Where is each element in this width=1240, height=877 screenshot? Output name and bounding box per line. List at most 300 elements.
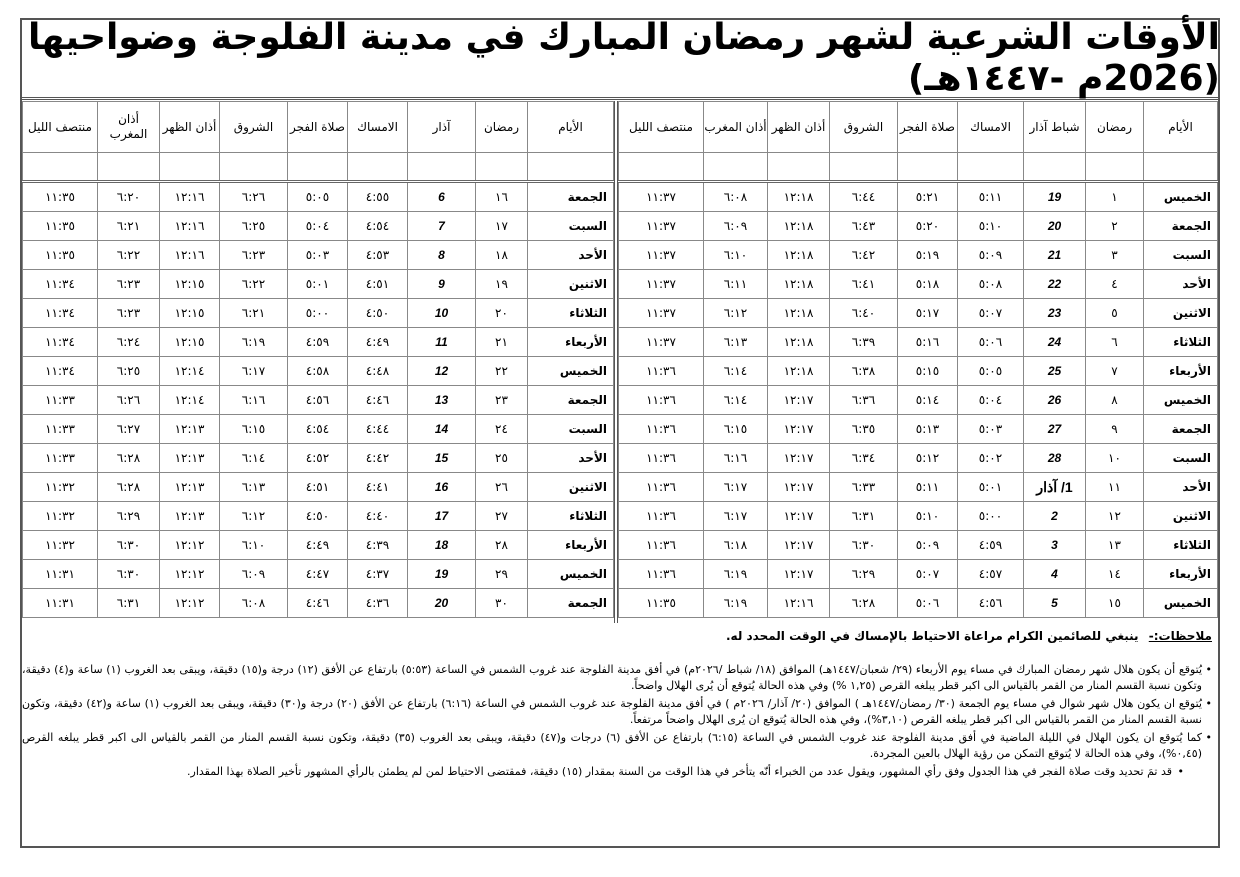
day-cell: الثلاثاء xyxy=(528,299,614,328)
table-row xyxy=(23,357,614,386)
table-cell: ٥:١٣ xyxy=(898,415,958,444)
table-cell: ٥:١١ xyxy=(958,182,1024,212)
table-row xyxy=(23,182,614,212)
spacer-cell xyxy=(1086,153,1144,182)
table-cell: ٥:٠٤ xyxy=(958,386,1024,415)
table-cell: ٤:٥٤ xyxy=(288,415,348,444)
notes-label: ملاحظات:- xyxy=(1148,629,1212,643)
table-cell: ١٧ xyxy=(476,212,528,241)
table-cell: ٦:٢٣ xyxy=(98,299,160,328)
gregorian-date-cell: 1/ آذار xyxy=(1024,473,1086,502)
table-cell: ٥:١٢ xyxy=(898,444,958,473)
table-cell: ١٢:١٣ xyxy=(160,444,220,473)
table-cell: ٥:٠٥ xyxy=(288,182,348,212)
gregorian-date-cell: 12 xyxy=(408,357,476,386)
table-cell: ٦:٢٣ xyxy=(220,241,288,270)
table-cell: ٦:٢٠ xyxy=(98,182,160,212)
table-cell: ٩ xyxy=(1086,415,1144,444)
table-cell: ١١:٣٣ xyxy=(23,386,98,415)
table-cell: ٢٥ xyxy=(476,444,528,473)
gregorian-date-cell: 11 xyxy=(408,328,476,357)
gregorian-date-cell: 21 xyxy=(1024,241,1086,270)
column-header: صلاة الفجر xyxy=(288,102,348,153)
table-cell: ٤:٥٠ xyxy=(288,502,348,531)
table-row xyxy=(619,241,1218,270)
gregorian-date-cell: 15 xyxy=(408,444,476,473)
gregorian-date-cell: 4 xyxy=(1024,560,1086,589)
table-cell: ٦:٢٩ xyxy=(830,560,898,589)
table-cell: ١٢:١٧ xyxy=(768,386,830,415)
column-header: الأيام xyxy=(1144,102,1218,153)
gregorian-date-cell: 5 xyxy=(1024,589,1086,618)
table-cell: ٦:٣٦ xyxy=(830,386,898,415)
notes-section xyxy=(22,628,1212,782)
table-cell: ٦:٢٦ xyxy=(98,386,160,415)
day-cell: السبت xyxy=(528,212,614,241)
table-cell: ٣ xyxy=(1086,241,1144,270)
table-cell: ١٢:١٨ xyxy=(768,182,830,212)
table-cell: ٥:٠١ xyxy=(288,270,348,299)
gregorian-date-cell: 18 xyxy=(408,531,476,560)
notes-intro: ينبغي للصائمين الكرام مراعاة الاحتياط بالإمساك في الوقت المحدد له. xyxy=(726,629,1139,643)
table-cell: ٤:٤٩ xyxy=(288,531,348,560)
table-cell: ٧ xyxy=(1086,357,1144,386)
note-item-2: • يُتوقع ان يكون هلال شهر شوال في مساء يوم الجمعة (٣٠/ رمضان/١٤٤٧هـ ) الموافق (٢٠/ آذار/ ٢٠٢٦م ) في أفق مدينة الفلوجة عند غروب الشمس في الساعة (٦:١٦) بارتفاع عن الأفق (٢٠) درجة و(٣٠) دقيقة، ويبقى بعد الغروب (١) ساعة و(٤٢) دقيقة، وتكون نسبة القسم المنار من القمر بالقياس الى اكبر قطر يبلغه القرص (٣,١٠%)، وفي هذه الحالة يُتوقع ان يُرى الهلال واضحاً مرتفعاً. xyxy=(22,696,1212,728)
day-cell: الثلاثاء xyxy=(528,502,614,531)
table-cell: ١٢:١٧ xyxy=(768,415,830,444)
table-cell: ٦:٣٨ xyxy=(830,357,898,386)
table-row xyxy=(619,212,1218,241)
table-cell: ٤:٥٣ xyxy=(348,241,408,270)
table-cell: ٦:٢٥ xyxy=(220,212,288,241)
table-cell: ٨ xyxy=(1086,386,1144,415)
spacer-cell xyxy=(160,153,220,182)
table-cell: ٦:١٢ xyxy=(220,502,288,531)
table-cell: ٦:٣١ xyxy=(830,502,898,531)
table-cell: ٦:٠٨ xyxy=(220,589,288,618)
gregorian-date-cell: 9 xyxy=(408,270,476,299)
table-row xyxy=(619,357,1218,386)
gregorian-date-cell: 14 xyxy=(408,415,476,444)
table-cell: ٤:٣٩ xyxy=(348,531,408,560)
table-row xyxy=(619,531,1218,560)
day-cell: الخميس xyxy=(528,357,614,386)
table-cell: ١٦ xyxy=(476,182,528,212)
spacer-cell xyxy=(1144,153,1218,182)
table-cell: ١١:٣٦ xyxy=(619,502,704,531)
column-header: شباط آذار xyxy=(1024,102,1086,153)
table-cell: ٢١ xyxy=(476,328,528,357)
spacer-cell xyxy=(528,153,614,182)
table-cell: ٦:٤٣ xyxy=(830,212,898,241)
day-cell: السبت xyxy=(528,415,614,444)
table-cell: ١١:٣٧ xyxy=(619,182,704,212)
table-row xyxy=(23,328,614,357)
table-cell: ٥:١٧ xyxy=(898,299,958,328)
table-cell: ١٢:١٧ xyxy=(768,444,830,473)
table-cell: ١٣ xyxy=(1086,531,1144,560)
table-cell: ١٢:١٨ xyxy=(768,328,830,357)
table-row xyxy=(23,212,614,241)
table-cell: ٥:٠٧ xyxy=(898,560,958,589)
table-cell: ٦:١٦ xyxy=(220,386,288,415)
table-cell: ٣٠ xyxy=(476,589,528,618)
gregorian-date-cell: 19 xyxy=(1024,182,1086,212)
table-cell: ٤:٥٢ xyxy=(288,444,348,473)
table-row xyxy=(23,531,614,560)
day-cell: الجمعة xyxy=(528,182,614,212)
gregorian-date-cell: 24 xyxy=(1024,328,1086,357)
day-cell: الاثنين xyxy=(528,473,614,502)
column-header: أذان الظهر xyxy=(768,102,830,153)
day-cell: الأحد xyxy=(528,241,614,270)
column-header: منتصف الليل xyxy=(23,102,98,153)
table-row xyxy=(619,560,1218,589)
table-row xyxy=(619,473,1218,502)
table-row xyxy=(23,386,614,415)
table-cell: ٤:٤٨ xyxy=(348,357,408,386)
table-cell: ١٢:١٨ xyxy=(768,241,830,270)
table-cell: ١٢:١٥ xyxy=(160,328,220,357)
table-cell: ٦:١٠ xyxy=(704,241,768,270)
table-cell: ١٢:١٣ xyxy=(160,473,220,502)
table-cell: ١٢:١٥ xyxy=(160,299,220,328)
gregorian-date-cell: 8 xyxy=(408,241,476,270)
table-cell: ١١:٣٣ xyxy=(23,415,98,444)
table-cell: ٥:٢٠ xyxy=(898,212,958,241)
table-row xyxy=(619,270,1218,299)
day-cell: الخميس xyxy=(1144,589,1218,618)
table-cell: ٢٧ xyxy=(476,502,528,531)
day-cell: الاثنين xyxy=(528,270,614,299)
table-cell: ٦:٣٠ xyxy=(830,531,898,560)
table-row xyxy=(23,270,614,299)
spacer-cell xyxy=(768,153,830,182)
table-cell: ٦:٤٤ xyxy=(830,182,898,212)
table-cell: ١١:٣١ xyxy=(23,560,98,589)
table-cell: ٤:٤٦ xyxy=(348,386,408,415)
table-cell: ٥:٠٣ xyxy=(288,241,348,270)
spacer-cell xyxy=(958,153,1024,182)
gregorian-date-cell: 13 xyxy=(408,386,476,415)
column-header: الشروق xyxy=(830,102,898,153)
table-cell: ٤ xyxy=(1086,270,1144,299)
table-cell: ٦:١٧ xyxy=(704,473,768,502)
gregorian-date-cell: 17 xyxy=(408,502,476,531)
table-cell: ١١:٣٦ xyxy=(619,415,704,444)
table-cell: ٤:٥١ xyxy=(288,473,348,502)
day-cell: الأربعاء xyxy=(528,328,614,357)
spacer-cell xyxy=(23,153,98,182)
table-cell: ٦:١٩ xyxy=(704,560,768,589)
table-cell: ١٢:١٣ xyxy=(160,502,220,531)
table-row xyxy=(619,299,1218,328)
table-cell: ٦:٢١ xyxy=(220,299,288,328)
table-cell: ٦:١٤ xyxy=(704,386,768,415)
table-cell: ٦:٣١ xyxy=(98,589,160,618)
spacer-cell xyxy=(830,153,898,182)
table-cell: ١٢:١٦ xyxy=(160,241,220,270)
table-cell: ٥:١٨ xyxy=(898,270,958,299)
column-header: أذان الظهر xyxy=(160,102,220,153)
table-cell: ٢٠ xyxy=(476,299,528,328)
table-cell: ٦:٠٩ xyxy=(704,212,768,241)
table-cell: ١١:٣٦ xyxy=(619,357,704,386)
table-cell: ٦:٢٢ xyxy=(98,241,160,270)
header-spacer-row xyxy=(619,153,1218,182)
note-item-3: • كما يُتوقع ان يكون الهلال في الليلة الماضية في أفق مدينة الفلوجة عند غروب الشمس في الساعة (٦:١٥) بارتفاع عن الأفق (٦) درجات و(٤٧) دقيقة، ويبقى بعد الغروب (٣٥) دقيقة، وتكون نسبة القسم المنار من القمر بالقياس الى اكبر قطر يبلغه القرص (٠,٤٥%)، وفي هذه الحالة لا يُتوقع التمكن من رؤية الهلال بالعين المجردة. xyxy=(22,730,1212,762)
table-cell: ٤:٥٤ xyxy=(348,212,408,241)
spacer-cell xyxy=(1024,153,1086,182)
table-cell: ١١:٣٤ xyxy=(23,270,98,299)
table-cell: ٥:٠٥ xyxy=(958,357,1024,386)
table-cell: ٦:١٤ xyxy=(704,357,768,386)
table-cell: ٦:٢١ xyxy=(98,212,160,241)
column-header: رمضان xyxy=(1086,102,1144,153)
gregorian-date-cell: 23 xyxy=(1024,299,1086,328)
table-cell: ٥:١١ xyxy=(898,473,958,502)
table-cell: ٥:٠٤ xyxy=(288,212,348,241)
table-cell: ١١:٣٥ xyxy=(619,589,704,618)
day-cell: الاثنين xyxy=(1144,502,1218,531)
table-cell: ٤:٥٠ xyxy=(348,299,408,328)
table-cell: ٤:٤٩ xyxy=(348,328,408,357)
table-row xyxy=(619,415,1218,444)
table-row xyxy=(23,444,614,473)
table-row xyxy=(23,299,614,328)
table-cell: ١٢:١٢ xyxy=(160,531,220,560)
table-cell: ٢٦ xyxy=(476,473,528,502)
table-cell: ٦:٢٨ xyxy=(98,473,160,502)
notes-list xyxy=(22,662,1212,780)
table-row xyxy=(23,560,614,589)
spacer-cell xyxy=(898,153,958,182)
timetable-right xyxy=(618,101,1218,618)
note-item-4: • قد تمَ تحديد وقت صلاة الفجر في هذا الجدول وفق رأي المشهور، ويقول عدد من الخبراء أنّه يتأخر في هذا الوقت من السنة بمقدار (١٥) دقيقة، فمقتضى الاحتياط لمن لم يطمئن بالرأي المشهور تأخير الصلاة بهذا المقدار. xyxy=(22,764,1212,780)
gregorian-date-cell: 6 xyxy=(408,182,476,212)
table-cell: ١١:٣٦ xyxy=(619,531,704,560)
table-cell: ١١:٣٦ xyxy=(619,386,704,415)
gregorian-date-cell: 10 xyxy=(408,299,476,328)
spacer-cell xyxy=(98,153,160,182)
table-cell: ٤:٥٩ xyxy=(958,531,1024,560)
notes-header xyxy=(22,628,1212,644)
table-cell: ١١:٣٢ xyxy=(23,502,98,531)
table-row xyxy=(23,241,614,270)
table-cell: ٥ xyxy=(1086,299,1144,328)
timetable-first-half xyxy=(614,101,1218,623)
table-cell: ١٢:١٢ xyxy=(160,589,220,618)
day-cell: الخميس xyxy=(1144,386,1218,415)
table-cell: ٦:١٥ xyxy=(704,415,768,444)
table-cell: ٦:١٧ xyxy=(704,502,768,531)
day-cell: الجمعة xyxy=(1144,415,1218,444)
table-cell: ١٢:١٤ xyxy=(160,386,220,415)
table-cell: ٤:٤٦ xyxy=(288,589,348,618)
spacer-cell xyxy=(704,153,768,182)
table-cell: ٦:١٢ xyxy=(704,299,768,328)
table-cell: ١٢:١٧ xyxy=(768,473,830,502)
table-cell: ٤:٥٨ xyxy=(288,357,348,386)
gregorian-date-cell: 28 xyxy=(1024,444,1086,473)
table-cell: ١٢:١٦ xyxy=(768,589,830,618)
spacer-cell xyxy=(348,153,408,182)
table-cell: ١١:٣٤ xyxy=(23,328,98,357)
table-cell: ٦:٢٣ xyxy=(98,270,160,299)
table-cell: ١٢:١٨ xyxy=(768,270,830,299)
table-cell: ١٢:١٢ xyxy=(160,560,220,589)
table-cell: ٦:٠٩ xyxy=(220,560,288,589)
day-cell: الأحد xyxy=(1144,270,1218,299)
table-cell: ٢٨ xyxy=(476,531,528,560)
table-cell: ٥:٢١ xyxy=(898,182,958,212)
table-cell: ٥:٠٣ xyxy=(958,415,1024,444)
table-cell: ٥:١٠ xyxy=(958,212,1024,241)
table-cell: ٦:١٥ xyxy=(220,415,288,444)
day-cell: الأربعاء xyxy=(1144,357,1218,386)
table-cell: ٦:٤٠ xyxy=(830,299,898,328)
table-cell: ٥:٠٨ xyxy=(958,270,1024,299)
day-cell: الأحد xyxy=(1144,473,1218,502)
day-cell: الاثنين xyxy=(1144,299,1218,328)
table-row xyxy=(619,444,1218,473)
table-cell: ٦:١٨ xyxy=(704,531,768,560)
table-cell: ٦:٢٨ xyxy=(830,589,898,618)
table-cell: ٦:١٠ xyxy=(220,531,288,560)
table-row xyxy=(23,415,614,444)
table-cell: ٦ xyxy=(1086,328,1144,357)
table-cell: ١١:٣٥ xyxy=(23,241,98,270)
column-header: صلاة الفجر xyxy=(898,102,958,153)
table-cell: ٢٤ xyxy=(476,415,528,444)
table-cell: ٥:١٦ xyxy=(898,328,958,357)
timetable-second-half xyxy=(22,101,614,623)
table-row xyxy=(23,589,614,618)
gregorian-date-cell: 3 xyxy=(1024,531,1086,560)
table-cell: ٤:٤٧ xyxy=(288,560,348,589)
table-cell: ١١:٣٧ xyxy=(619,270,704,299)
table-cell: ١٢:١٨ xyxy=(768,357,830,386)
table-row xyxy=(619,589,1218,618)
column-header: الشروق xyxy=(220,102,288,153)
day-cell: الثلاثاء xyxy=(1144,328,1218,357)
table-cell: ٦:٢٧ xyxy=(98,415,160,444)
day-cell: الخميس xyxy=(528,560,614,589)
column-header: الامساك xyxy=(348,102,408,153)
spacer-cell xyxy=(288,153,348,182)
table-cell: ١١:٣٥ xyxy=(23,212,98,241)
table-cell: ٦:٣٩ xyxy=(830,328,898,357)
table-cell: ٦:١٧ xyxy=(220,357,288,386)
table-cell: ١١:٣٧ xyxy=(619,328,704,357)
gregorian-date-cell: 19 xyxy=(408,560,476,589)
table-cell: ٦:٢٦ xyxy=(220,182,288,212)
table-cell: ١٨ xyxy=(476,241,528,270)
table-cell: ٥:١٠ xyxy=(898,502,958,531)
table-cell: ٤:٥١ xyxy=(348,270,408,299)
table-cell: ١١:٣٤ xyxy=(23,299,98,328)
table-cell: ١١:٣٦ xyxy=(619,444,704,473)
gregorian-date-cell: 20 xyxy=(408,589,476,618)
column-header: منتصف الليل xyxy=(619,102,704,153)
gregorian-date-cell: 26 xyxy=(1024,386,1086,415)
table-cell: ٥:٠٦ xyxy=(898,589,958,618)
table-cell: ٦:١٣ xyxy=(220,473,288,502)
table-cell: ١١:٣٧ xyxy=(619,241,704,270)
table-cell: ١٢:١٥ xyxy=(160,270,220,299)
table-row xyxy=(23,473,614,502)
gregorian-date-cell: 20 xyxy=(1024,212,1086,241)
table-cell: ٤:٤٤ xyxy=(348,415,408,444)
table-cell: ٢٩ xyxy=(476,560,528,589)
table-cell: ٤:٤٢ xyxy=(348,444,408,473)
table-cell: ٦:٢٨ xyxy=(98,444,160,473)
table-cell: ١٢:١٨ xyxy=(768,299,830,328)
table-cell: ٦:٤٢ xyxy=(830,241,898,270)
table-cell: ٦:٣٥ xyxy=(830,415,898,444)
spacer-cell xyxy=(408,153,476,182)
table-cell: ١١:٣١ xyxy=(23,589,98,618)
table-cell: ١١:٣٦ xyxy=(619,560,704,589)
table-cell: ١٢:١٦ xyxy=(160,212,220,241)
gregorian-date-cell: 25 xyxy=(1024,357,1086,386)
table-cell: ٦:٣٠ xyxy=(98,531,160,560)
timetable-left xyxy=(22,101,614,618)
table-cell: ٥:١٩ xyxy=(898,241,958,270)
table-cell: ٦:٠٨ xyxy=(704,182,768,212)
table-cell: ٤:٣٦ xyxy=(348,589,408,618)
day-cell: الخميس xyxy=(1144,182,1218,212)
table-cell: ٤:٣٧ xyxy=(348,560,408,589)
gregorian-date-cell: 27 xyxy=(1024,415,1086,444)
table-cell: ١١ xyxy=(1086,473,1144,502)
day-cell: السبت xyxy=(1144,444,1218,473)
gregorian-date-cell: 16 xyxy=(408,473,476,502)
table-cell: ١٥ xyxy=(1086,589,1144,618)
table-cell: ٦:١١ xyxy=(704,270,768,299)
table-cell: ١٠ xyxy=(1086,444,1144,473)
column-header: أذان المغرب xyxy=(98,102,160,153)
table-cell: ١٢:١٧ xyxy=(768,531,830,560)
day-cell: الجمعة xyxy=(528,589,614,618)
table-cell: ٤:٥٧ xyxy=(958,560,1024,589)
gregorian-date-cell: 2 xyxy=(1024,502,1086,531)
table-cell: ٥:١٥ xyxy=(898,357,958,386)
table-cell: ٥:٠٩ xyxy=(958,241,1024,270)
table-cell: ٦:٢٢ xyxy=(220,270,288,299)
column-header: رمضان xyxy=(476,102,528,153)
note-item-1: • يُتوقع أن يكون هلال شهر رمضان المبارك في مساء يوم الأربعاء (٢٩/ شعبان/١٤٤٧هـ) الموافق (١٨/ شباط /٢٠٢٦م) في أفق مدينة الفلوجة عند غروب الشمس في الساعة (٥:٥٣) بارتفاع عن الأفق (١٢) درجة و(١٥) دقيقة، ويبقى بعد الغروب (١) ساعة و(٤) دقيقة، وتكون نسبة القسم المنار من القمر بالقياس الى اكبر قطر يبلغه القرص (١,٢٥ %) وفي هذه الحالة يُتوقع أن يُرى الهلال واضحاً. xyxy=(22,662,1212,694)
spacer-cell xyxy=(619,153,704,182)
day-cell: السبت xyxy=(1144,241,1218,270)
column-header: آذار xyxy=(408,102,476,153)
table-cell: ٤:٤١ xyxy=(348,473,408,502)
table-cell: ٤:٥٩ xyxy=(288,328,348,357)
table-cell: ٦:٢٥ xyxy=(98,357,160,386)
table-cell: ٢ xyxy=(1086,212,1144,241)
table-cell: ١ xyxy=(1086,182,1144,212)
table-cell: ١٢:١٧ xyxy=(768,502,830,531)
column-header: الأيام xyxy=(528,102,614,153)
table-cell: ٦:١٤ xyxy=(220,444,288,473)
day-cell: الجمعة xyxy=(528,386,614,415)
day-cell: الأحد xyxy=(528,444,614,473)
table-cell: ١١:٣٦ xyxy=(619,473,704,502)
table-cell: ٥:٠١ xyxy=(958,473,1024,502)
table-cell: ١١:٣٧ xyxy=(619,212,704,241)
spacer-cell xyxy=(476,153,528,182)
gregorian-date-cell: 22 xyxy=(1024,270,1086,299)
